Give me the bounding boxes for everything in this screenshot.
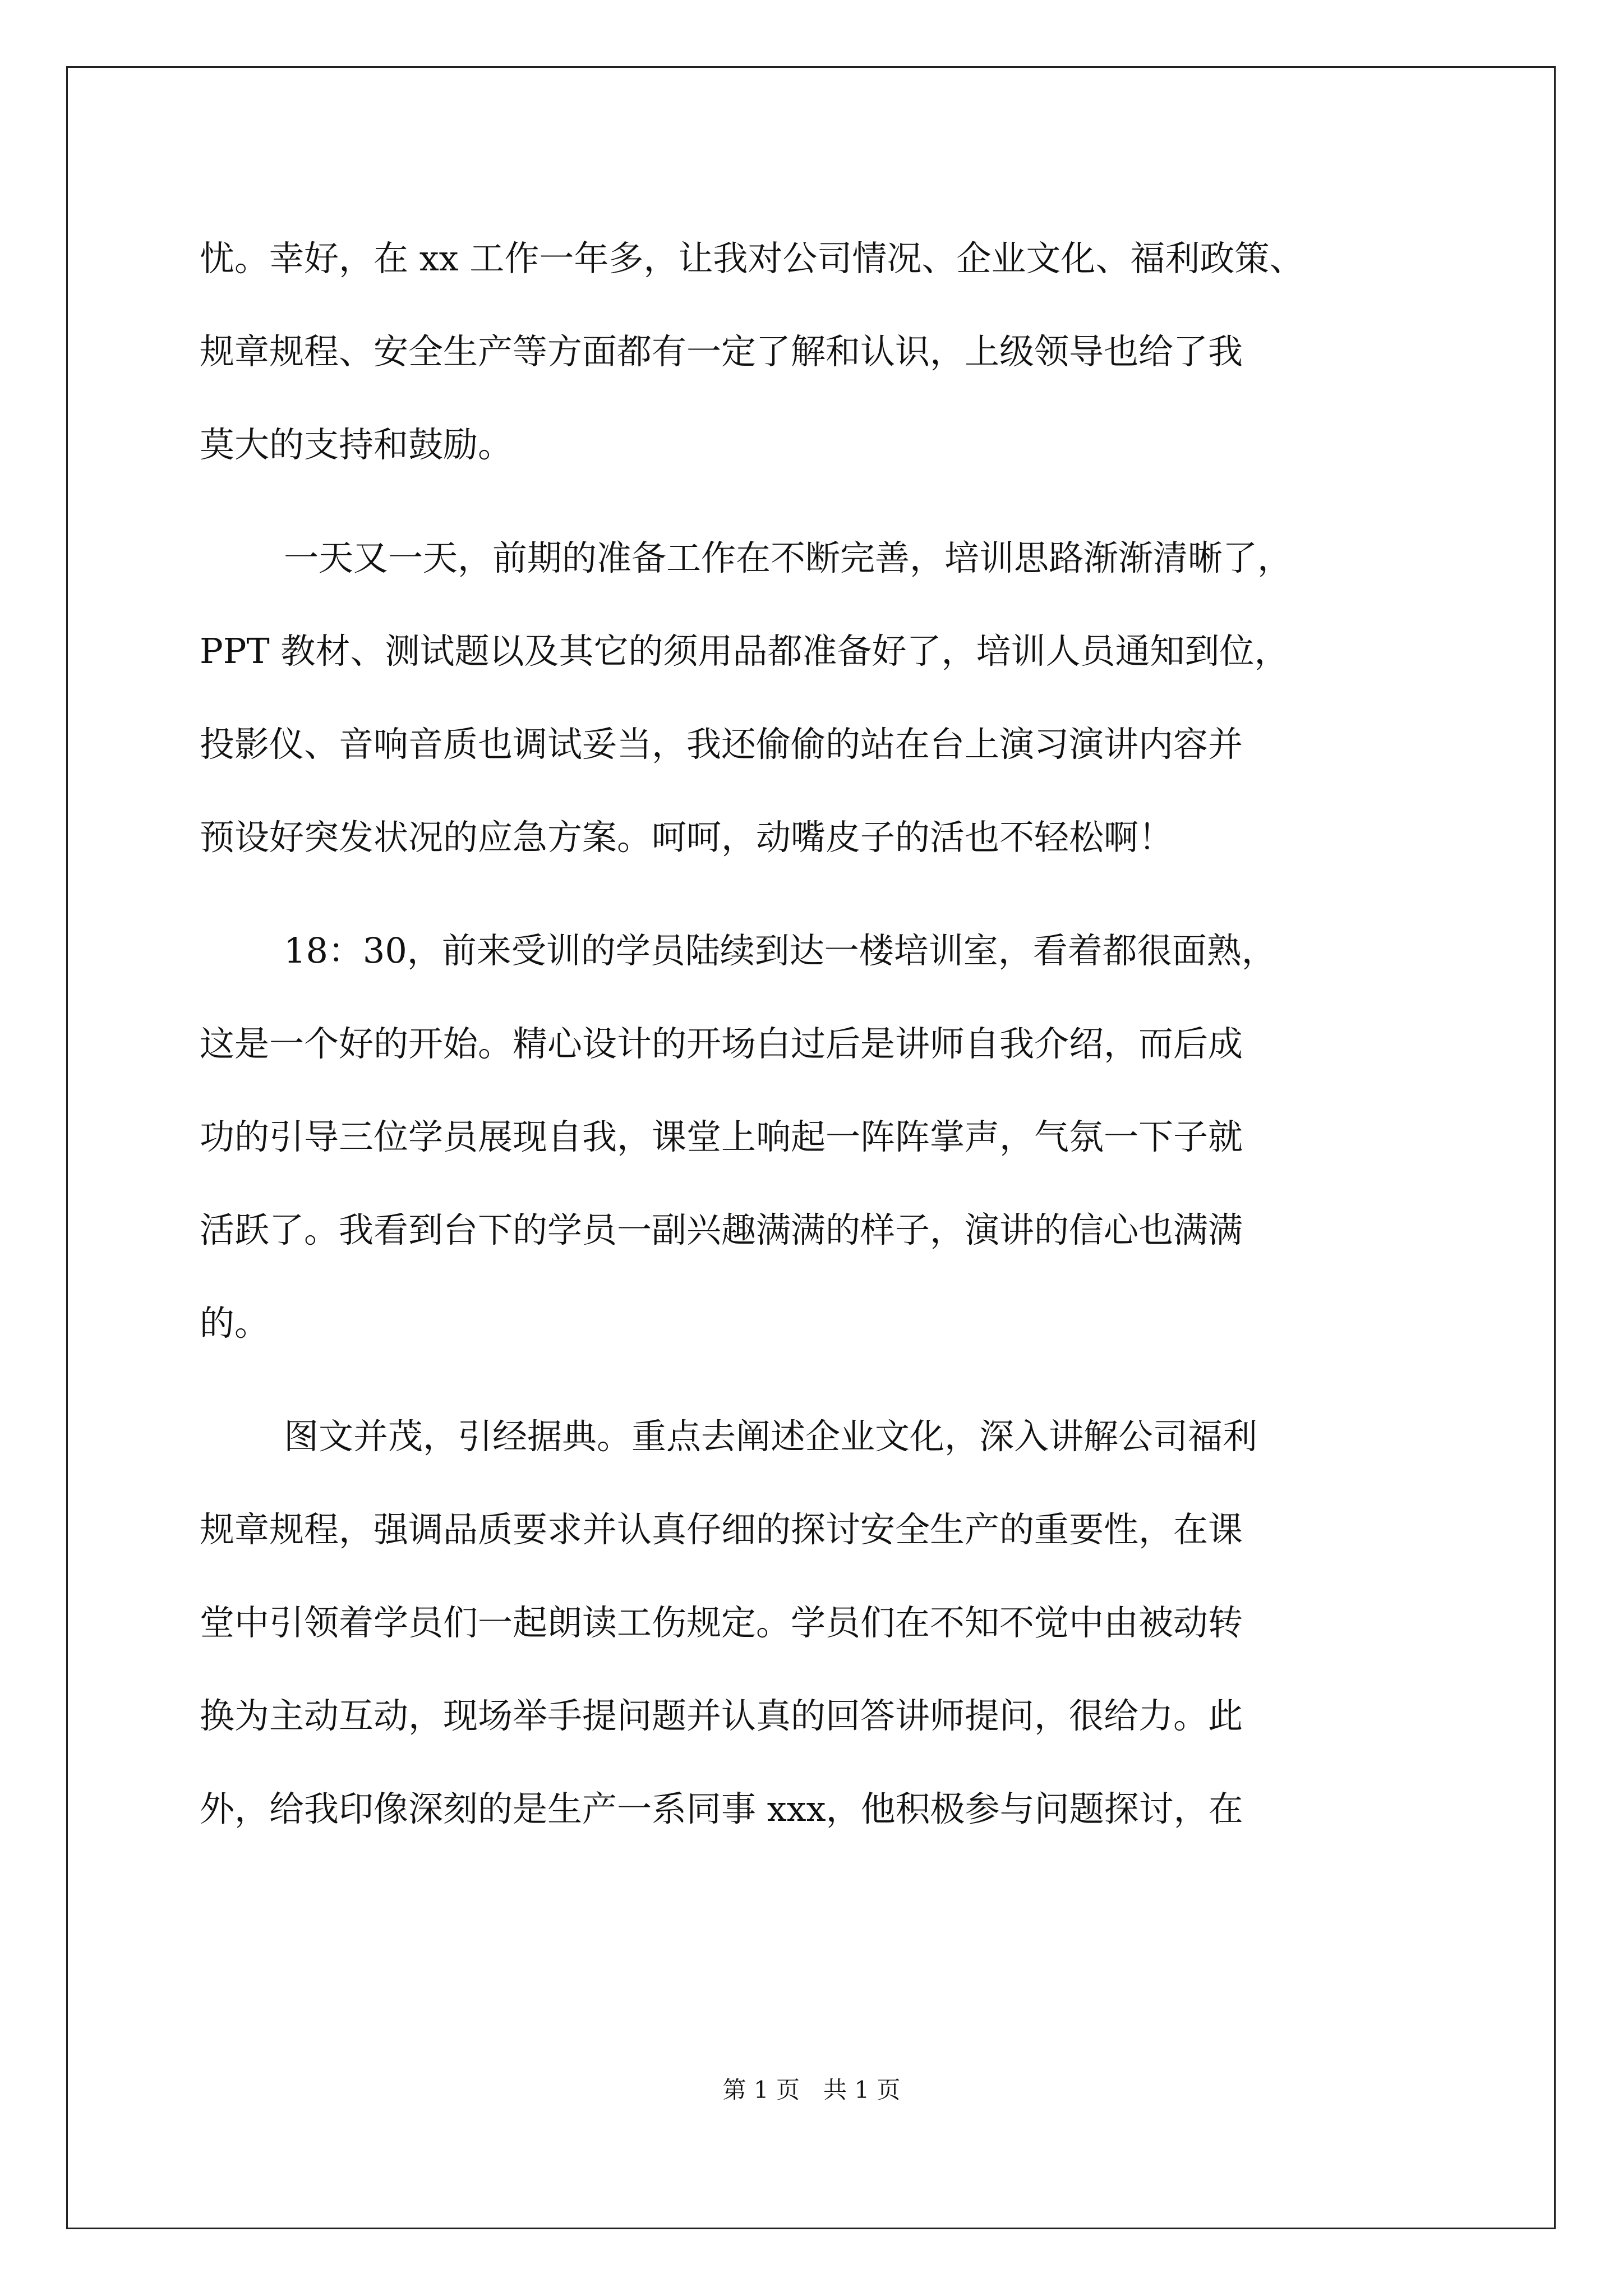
text-line: 18：30，前来受训的学员陆续到达一楼培训室，看着都很面熟， (284, 930, 1276, 971)
text-line: 预设好突发状况的应急方案。呵呵，动嘴皮子的活也不轻松啊！ (200, 817, 1174, 858)
paragraph-gap (200, 884, 1433, 904)
page-number: 第 1 页 共 1 页 (722, 2076, 901, 2104)
paragraph (200, 212, 1433, 491)
document-body (200, 212, 1433, 1856)
text-line: 规章规程，强调品质要求并认真仔细的探讨安全生产的重要性，在课 (200, 1509, 1243, 1550)
paragraph-gap (200, 1370, 1433, 1390)
text-line: 功的引导三位学员展现自我，课堂上响起一阵阵掌声，气氛一下子就 (200, 1116, 1243, 1157)
text-line: 投影仪、音响音质也调试妥当，我还偷偷的站在台上演习演讲内容并 (200, 724, 1243, 765)
text-line: 堂中引领着学员们一起朗读工伤规定。学员们在不知不觉中由被动转 (200, 1602, 1243, 1643)
paragraph-gap (200, 491, 1433, 512)
text-line: 换为主动互动，现场举手提问题并认真的回答讲师提问，很给力。此 (200, 1695, 1243, 1736)
text-line: 一天又一天，前期的准备工作在不断完善，培训思路渐渐清晰了， (284, 537, 1293, 578)
text-line: 莫大的支持和鼓励。 (200, 424, 513, 465)
page-footer (0, 2073, 1623, 2107)
text-line: 忧。幸好，在 xx 工作一年多，让我对公司情况、企业文化、福利政策、 (200, 238, 1304, 279)
text-line: 图文并茂，引经据典。重点去阐述企业文化，深入讲解公司福利 (284, 1416, 1258, 1457)
text-line: 外，给我印像深刻的是生产一系同事 xxx，他积极参与问题探讨，在 (200, 1788, 1243, 1829)
text-line: 的。 (200, 1303, 270, 1343)
text-line: 活跃了。我看到台下的学员一副兴趣满满的样子，演讲的信心也满满 (200, 1209, 1243, 1250)
paragraph (200, 1390, 1433, 1856)
paragraph (200, 904, 1433, 1370)
paragraph (200, 512, 1433, 884)
text-line: 这是一个好的开始。精心设计的开场白过后是讲师自我介绍，而后成 (200, 1023, 1243, 1064)
text-line: PPT 教材、测试题以及其它的须用品都准备好了，培训人员通知到位， (200, 631, 1289, 671)
text-line: 规章规程、安全生产等方面都有一定了解和认识，上级领导也给了我 (200, 331, 1243, 372)
